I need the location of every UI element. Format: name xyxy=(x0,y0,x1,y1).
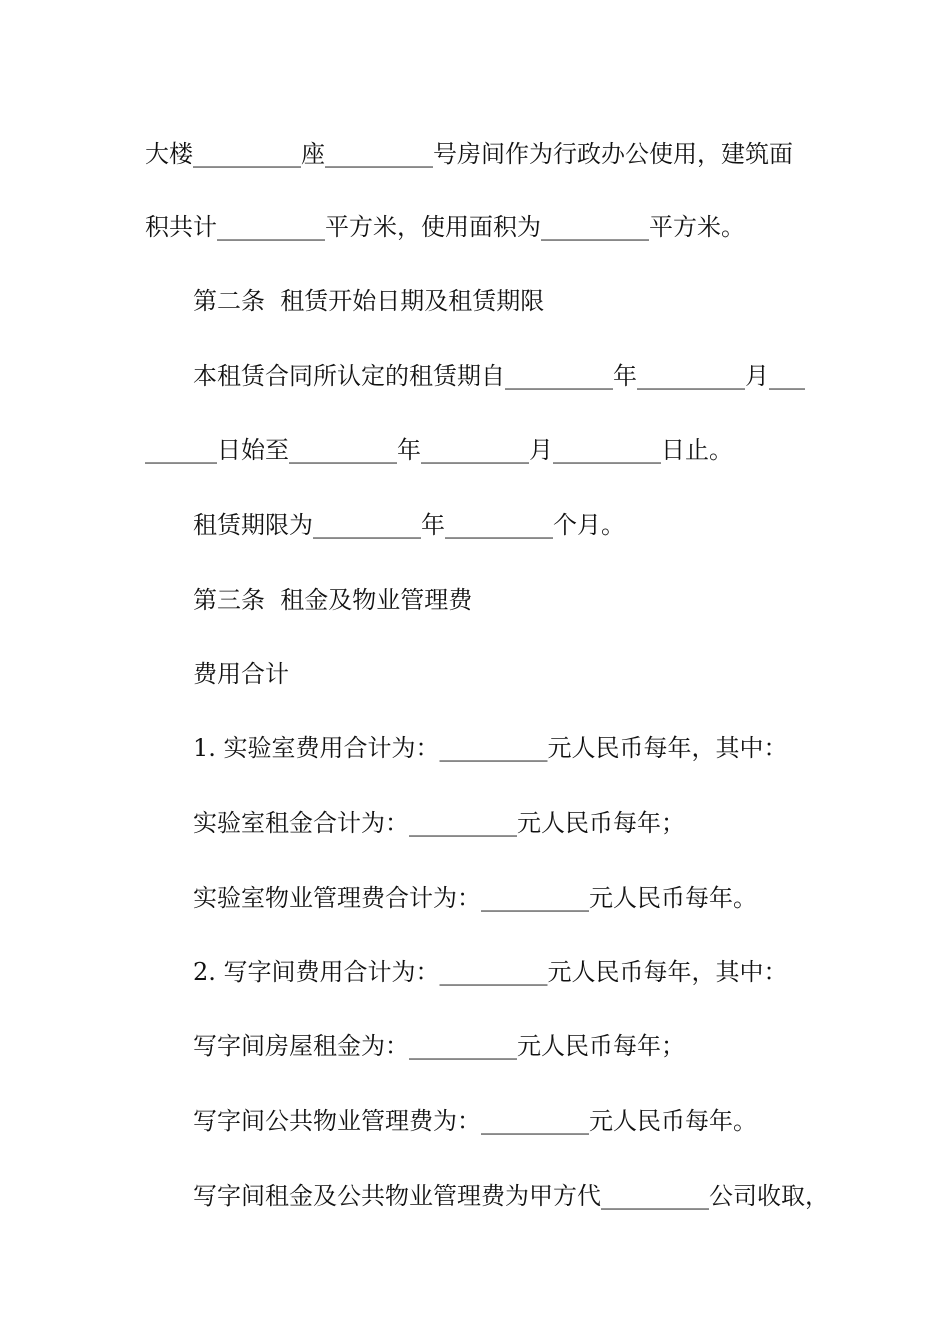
paragraph-line: 实验室租金合计为：_________元人民币每年； xyxy=(193,809,685,837)
paragraph-line: 积共计_________平方米，使用面积为_________平方米。 xyxy=(145,213,745,241)
list-item: 2. 写字间费用合计为：_________元人民币每年，其中： xyxy=(193,958,788,986)
paragraph-line: 实验室物业管理费合计为：_________元人民币每年。 xyxy=(193,884,757,912)
paragraph-line: 租赁期限为_________年_________个月。 xyxy=(193,511,625,539)
paragraph-line: 写字间房屋租金为：_________元人民币每年； xyxy=(193,1032,685,1060)
paragraph-line: 本租赁合同所认定的租赁期自_________年_________月___ xyxy=(193,362,805,390)
paragraph-line: 大楼_________座_________号房间作为行政办公使用，建筑面 xyxy=(145,140,793,168)
paragraph-line: 写字间公共物业管理费为：_________元人民币每年。 xyxy=(193,1107,757,1135)
section-heading-article-3: 第三条 租金及物业管理费 xyxy=(193,586,473,614)
section-heading-article-2: 第二条 租赁开始日期及租赁期限 xyxy=(193,287,545,315)
paragraph-line: 写字间租金及公共物业管理费为甲方代_________公司收取， xyxy=(193,1182,829,1210)
subheading-fee-total: 费用合计 xyxy=(193,660,289,688)
list-item: 1. 实验室费用合计为：_________元人民币每年，其中： xyxy=(193,734,788,762)
paragraph-line: ______日始至_________年_________月_________日止。 xyxy=(145,436,733,464)
